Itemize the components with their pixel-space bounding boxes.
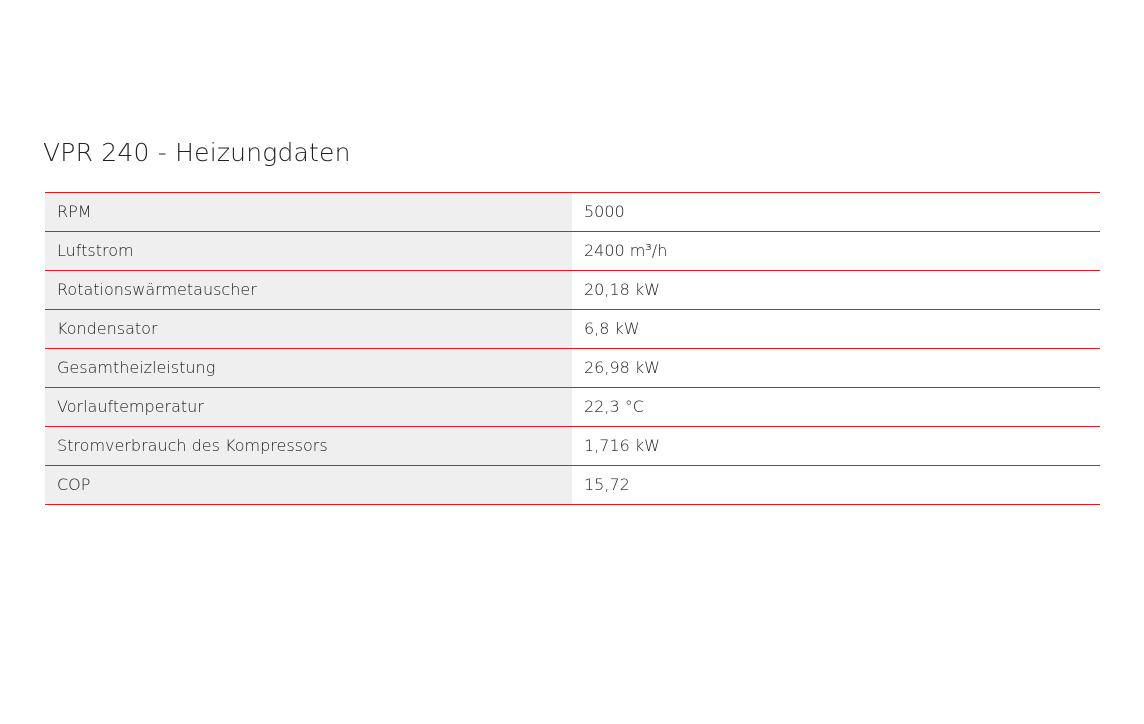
row-value-rotationswaermetauscher: 20,18 kW	[572, 271, 1100, 310]
row-value-stromverbrauch: 1,716 kW	[572, 427, 1100, 466]
row-label-stromverbrauch: Stromverbrauch des Kompressors	[45, 427, 572, 466]
heating-data-table	[45, 192, 1100, 505]
row-label-vorlauftemperatur: Vorlauftemperatur	[45, 388, 572, 427]
row-label-rpm: RPM	[45, 193, 572, 232]
row-label-kondensator: Kondensator	[45, 310, 572, 349]
row-value-luftstrom: 2400 m³/h	[572, 232, 1100, 271]
row-value-kondensator: 6,8 kW	[572, 310, 1100, 349]
table-row	[45, 232, 1100, 271]
table-row	[45, 349, 1100, 388]
table-row	[45, 388, 1100, 427]
row-label-luftstrom: Luftstrom	[45, 232, 572, 271]
table-row	[45, 466, 1100, 505]
row-value-vorlauftemperatur: 22,3 °C	[572, 388, 1100, 427]
table-row	[45, 427, 1100, 466]
row-label-rotationswaermetauscher: Rotationswärmetauscher	[45, 271, 572, 310]
table-row	[45, 310, 1100, 349]
page-title: VPR 240 - Heizungdaten	[43, 138, 351, 167]
row-value-cop: 15,72	[572, 466, 1100, 505]
row-value-rpm: 5000	[572, 193, 1100, 232]
table-row	[45, 271, 1100, 310]
row-label-cop: COP	[45, 466, 572, 505]
row-value-gesamtheizleistung: 26,98 kW	[572, 349, 1100, 388]
row-label-gesamtheizleistung: Gesamtheizleistung	[45, 349, 572, 388]
table-row	[45, 193, 1100, 232]
